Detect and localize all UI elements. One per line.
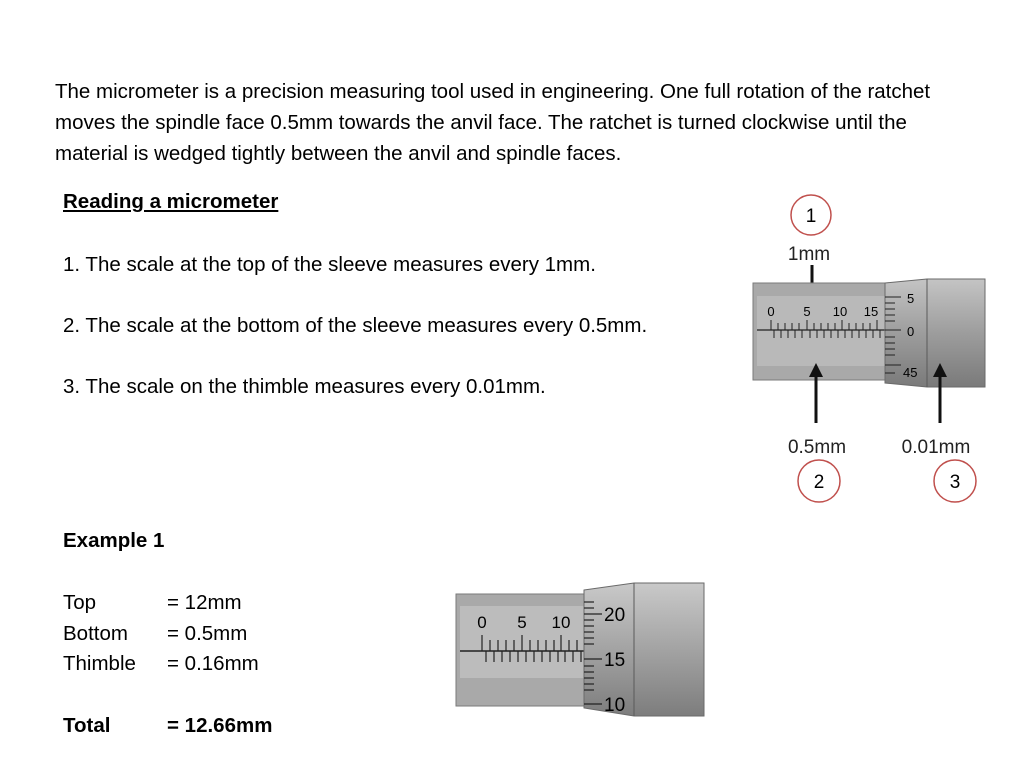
example-label-bottom: Bottom	[63, 622, 128, 645]
example-value-bottom: = 0.5mm	[167, 622, 248, 645]
callout-2-number: 2	[813, 472, 825, 493]
sleeve-number-0: 0	[477, 613, 487, 632]
reading-heading: Reading a micrometer	[63, 190, 279, 213]
example-label-total: Total	[63, 714, 111, 737]
step-1: 1. The scale at the top of the sleeve measures every 1mm.	[63, 253, 596, 276]
example-row-top	[63, 591, 242, 615]
sleeve-number-15: 15	[863, 304, 879, 319]
callout-1-number: 1	[805, 206, 817, 227]
micrometer-diagram-2	[452, 580, 707, 720]
example-label-thimble: Thimble	[63, 652, 136, 675]
thimble-number-5: 5	[907, 291, 915, 306]
micrometer-diagram-1	[745, 185, 990, 510]
thimble-number-0: 0	[907, 324, 915, 339]
thimble-number-15: 15	[604, 650, 626, 671]
sleeve-number-0: 0	[767, 304, 775, 319]
label-1mm: 1mm	[787, 244, 831, 265]
sleeve-number-5: 5	[803, 304, 811, 319]
thimble	[584, 583, 704, 716]
example-row-bottom	[63, 622, 247, 646]
thimble-number-10: 10	[604, 695, 626, 716]
example-title: Example 1	[63, 529, 165, 552]
label-0-01mm: 0.01mm	[901, 437, 971, 458]
step-3: 3. The scale on the thimble measures every 0.01mm.	[63, 375, 546, 398]
sleeve-number-10: 10	[551, 613, 571, 632]
sleeve-number-5: 5	[517, 613, 527, 632]
example-value-thimble: = 0.16mm	[167, 652, 259, 675]
example-value-top: = 12mm	[167, 591, 242, 614]
example-row-thimble	[63, 652, 259, 676]
thimble-number-45: 45	[903, 365, 918, 380]
thimble	[885, 279, 985, 387]
thimble-number-20: 20	[604, 605, 626, 626]
step-2: 2. The scale at the bottom of the sleeve measures every 0.5mm.	[63, 314, 648, 337]
intro-paragraph: The micrometer is a precision measuring tool used in engineering. One full rotation of the ratchet moves the spindle face 0.5mm towards the anvil face. The ratchet is turned clockwise until the material is wedged tightly between the anvil and spindle faces.	[55, 80, 931, 165]
callout-3-number: 3	[949, 472, 961, 493]
example-value-total: = 12.66mm	[167, 714, 273, 737]
label-0-5mm: 0.5mm	[787, 437, 847, 458]
example-row-total	[63, 714, 272, 738]
sleeve-number-10: 10	[832, 304, 848, 319]
example-label-top: Top	[63, 591, 97, 614]
